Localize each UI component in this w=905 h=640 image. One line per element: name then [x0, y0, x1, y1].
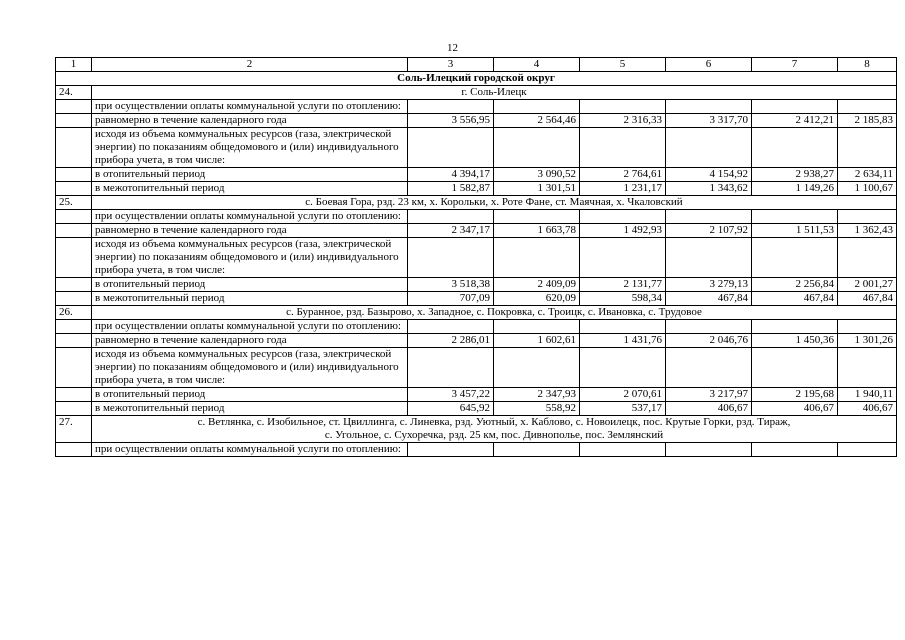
row-label: при осуществлении оплаты коммунальной услуги по отоплению: — [92, 443, 408, 457]
tariff-value: 2 347,93 — [494, 388, 580, 402]
empty-cell — [56, 168, 92, 182]
tariff-value: 537,17 — [580, 402, 666, 416]
row-label: в отопительный период — [92, 388, 408, 402]
tariff-value: 3 279,13 — [666, 278, 752, 292]
column-header: 5 — [580, 58, 666, 72]
tariff-value — [494, 443, 580, 457]
tariff-value — [838, 320, 897, 334]
settlement-name — [92, 306, 897, 320]
tariff-value: 1 301,26 — [838, 334, 897, 348]
empty-cell — [56, 388, 92, 402]
row-number: 27. — [56, 416, 92, 443]
table-row — [56, 292, 897, 306]
tariff-value: 4 394,17 — [408, 168, 494, 182]
tariff-value: 2 764,61 — [580, 168, 666, 182]
table-row — [56, 128, 897, 168]
table-row — [56, 224, 897, 238]
tariff-value: 3 518,38 — [408, 278, 494, 292]
row-label: в межотопительный период — [92, 402, 408, 416]
district-title: Соль-Илецкий городской округ — [56, 72, 897, 86]
tariff-value — [752, 238, 838, 278]
column-header: 1 — [56, 58, 92, 72]
row-label: равномерно в течение календарного года — [92, 114, 408, 128]
column-header: 8 — [838, 58, 897, 72]
table-row — [56, 210, 897, 224]
tariff-value: 4 154,92 — [666, 168, 752, 182]
tariff-value: 1 343,62 — [666, 182, 752, 196]
tariff-value: 1 582,87 — [408, 182, 494, 196]
tariff-value: 1 511,53 — [752, 224, 838, 238]
settlement-name — [92, 416, 897, 443]
settlement-line: с. Ветлянка, с. Изобильное, ст. Цвиллинга, с. Линевка, рзд. Уютный, х. Каблово, с. Новоилецк, пос. Крутые Горки, рзд. Тираж, — [197, 416, 791, 428]
column-header: 6 — [666, 58, 752, 72]
row-label: исходя из объема коммунальных ресурсов (газа, электрической энергии) по показаниям общедомового и (или) индивидуального прибора учета, в том числе: — [92, 348, 408, 388]
tariff-value — [494, 128, 580, 168]
tariff-value: 3 556,95 — [408, 114, 494, 128]
empty-cell — [56, 292, 92, 306]
tariff-value: 1 431,76 — [580, 334, 666, 348]
tariff-value — [752, 443, 838, 457]
tariff-value — [494, 100, 580, 114]
row-number: 25. — [56, 196, 92, 210]
column-header: 2 — [92, 58, 408, 72]
empty-cell — [56, 334, 92, 348]
tariff-value — [752, 100, 838, 114]
tariff-value: 1 301,51 — [494, 182, 580, 196]
empty-cell — [56, 128, 92, 168]
tariff-value: 2 001,27 — [838, 278, 897, 292]
tariff-value — [666, 210, 752, 224]
settlement-line: г. Соль-Илецк — [461, 86, 527, 98]
tariff-value: 2 195,68 — [752, 388, 838, 402]
table-row — [56, 443, 897, 457]
empty-cell — [56, 114, 92, 128]
tariff-value — [666, 320, 752, 334]
tariff-value — [838, 210, 897, 224]
tariff-value — [580, 238, 666, 278]
table-row — [56, 278, 897, 292]
tariff-value — [752, 210, 838, 224]
tariff-value — [580, 100, 666, 114]
tariff-value — [408, 348, 494, 388]
empty-cell — [56, 348, 92, 388]
tariff-value — [666, 100, 752, 114]
tariff-value — [408, 443, 494, 457]
tariff-value — [838, 238, 897, 278]
tariff-value: 3 217,97 — [666, 388, 752, 402]
tariff-value — [752, 348, 838, 388]
tariff-value — [408, 128, 494, 168]
tariff-value: 406,67 — [666, 402, 752, 416]
empty-cell — [56, 320, 92, 334]
tariff-value: 467,84 — [666, 292, 752, 306]
tariff-value: 2 185,83 — [838, 114, 897, 128]
settlement-row — [56, 196, 897, 210]
row-label: при осуществлении оплаты коммунальной услуги по отоплению: — [92, 320, 408, 334]
tariff-value — [408, 100, 494, 114]
column-header: 3 — [408, 58, 494, 72]
page-number: 12 — [447, 42, 458, 54]
empty-cell — [56, 278, 92, 292]
tariff-value: 598,34 — [580, 292, 666, 306]
tariff-table — [55, 57, 897, 457]
tariff-value: 2 938,27 — [752, 168, 838, 182]
tariff-value: 2 409,09 — [494, 278, 580, 292]
settlement-row — [56, 306, 897, 320]
district-row — [56, 72, 897, 86]
empty-cell — [56, 100, 92, 114]
tariff-value: 467,84 — [838, 292, 897, 306]
tariff-value — [494, 320, 580, 334]
empty-cell — [56, 443, 92, 457]
settlement-row — [56, 416, 897, 443]
tariff-value: 1 492,93 — [580, 224, 666, 238]
row-label: равномерно в течение календарного года — [92, 224, 408, 238]
empty-cell — [56, 402, 92, 416]
settlement-line: с. Буранное, рзд. Базырово, х. Западное, с. Покровка, с. Троицк, с. Ивановка, с. Трудовое — [286, 306, 702, 318]
settlement-line: с. Боевая Гора, рзд. 23 км, х. Корольки, х. Роте Фане, ст. Маячная, х. Чкаловский — [305, 196, 683, 208]
settlement-line: с. Угольное, с. Сухоречка, рзд. 25 км, пос. Дивнополье, пос. Землянский — [324, 429, 664, 441]
row-number: 26. — [56, 306, 92, 320]
row-label: исходя из объема коммунальных ресурсов (газа, электрической энергии) по показаниям общедомового и (или) индивидуального прибора учета, в том числе: — [92, 238, 408, 278]
row-label: при осуществлении оплаты коммунальной услуги по отоплению: — [92, 210, 408, 224]
tariff-value: 1 100,67 — [838, 182, 897, 196]
tariff-value — [666, 238, 752, 278]
table-row — [56, 348, 897, 388]
tariff-value: 3 457,22 — [408, 388, 494, 402]
table-body — [56, 58, 897, 457]
empty-cell — [56, 210, 92, 224]
tariff-value: 645,92 — [408, 402, 494, 416]
tariff-value: 406,67 — [838, 402, 897, 416]
tariff-value: 2 412,21 — [752, 114, 838, 128]
tariff-value — [580, 128, 666, 168]
tariff-value: 558,92 — [494, 402, 580, 416]
table-row — [56, 238, 897, 278]
settlement-row — [56, 86, 897, 100]
tariff-value — [666, 443, 752, 457]
tariff-value: 2 046,76 — [666, 334, 752, 348]
column-header-row — [56, 58, 897, 72]
tariff-value — [580, 443, 666, 457]
tariff-value: 3 317,70 — [666, 114, 752, 128]
tariff-value: 3 090,52 — [494, 168, 580, 182]
tariff-value — [580, 348, 666, 388]
tariff-value — [752, 320, 838, 334]
tariff-value: 2 634,11 — [838, 168, 897, 182]
tariff-value: 2 256,84 — [752, 278, 838, 292]
empty-cell — [56, 224, 92, 238]
row-label: равномерно в течение календарного года — [92, 334, 408, 348]
tariff-value — [494, 238, 580, 278]
tariff-value — [838, 100, 897, 114]
tariff-value — [408, 238, 494, 278]
table-row — [56, 182, 897, 196]
tariff-value: 2 107,92 — [666, 224, 752, 238]
row-label: в отопительный период — [92, 168, 408, 182]
tariff-value: 2 316,33 — [580, 114, 666, 128]
column-header: 4 — [494, 58, 580, 72]
tariff-value: 1 231,17 — [580, 182, 666, 196]
settlement-name — [92, 86, 897, 100]
tariff-value: 406,67 — [752, 402, 838, 416]
row-label: в межотопительный период — [92, 292, 408, 306]
tariff-value — [408, 320, 494, 334]
tariff-value: 620,09 — [494, 292, 580, 306]
settlement-name — [92, 196, 897, 210]
table-row — [56, 168, 897, 182]
tariff-value — [666, 348, 752, 388]
row-label: исходя из объема коммунальных ресурсов (газа, электрической энергии) по показаниям общедомового и (или) индивидуального прибора учета, в том числе: — [92, 128, 408, 168]
tariff-value: 2 347,17 — [408, 224, 494, 238]
tariff-value: 707,09 — [408, 292, 494, 306]
tariff-value — [580, 320, 666, 334]
row-label: при осуществлении оплаты коммунальной услуги по отоплению: — [92, 100, 408, 114]
table-row — [56, 100, 897, 114]
row-label: в межотопительный период — [92, 182, 408, 196]
tariff-value — [838, 348, 897, 388]
tariff-value — [666, 128, 752, 168]
tariff-value: 1 663,78 — [494, 224, 580, 238]
empty-cell — [56, 238, 92, 278]
tariff-value: 1 940,11 — [838, 388, 897, 402]
tariff-value — [838, 443, 897, 457]
tariff-value: 1 602,61 — [494, 334, 580, 348]
table-row — [56, 388, 897, 402]
tariff-value: 2 564,46 — [494, 114, 580, 128]
tariff-value — [494, 210, 580, 224]
tariff-value: 1 149,26 — [752, 182, 838, 196]
tariff-value: 1 450,36 — [752, 334, 838, 348]
row-number: 24. — [56, 86, 92, 100]
tariff-value: 2 131,77 — [580, 278, 666, 292]
tariff-value: 2 286,01 — [408, 334, 494, 348]
tariff-value — [494, 348, 580, 388]
empty-cell — [56, 182, 92, 196]
tariff-value — [752, 128, 838, 168]
tariff-value — [838, 128, 897, 168]
table-row — [56, 334, 897, 348]
tariff-value: 467,84 — [752, 292, 838, 306]
tariff-value: 1 362,43 — [838, 224, 897, 238]
tariff-value: 2 070,61 — [580, 388, 666, 402]
tariff-value — [408, 210, 494, 224]
tariff-value — [580, 210, 666, 224]
row-label: в отопительный период — [92, 278, 408, 292]
column-header: 7 — [752, 58, 838, 72]
table-row — [56, 114, 897, 128]
table-row — [56, 402, 897, 416]
table-row — [56, 320, 897, 334]
